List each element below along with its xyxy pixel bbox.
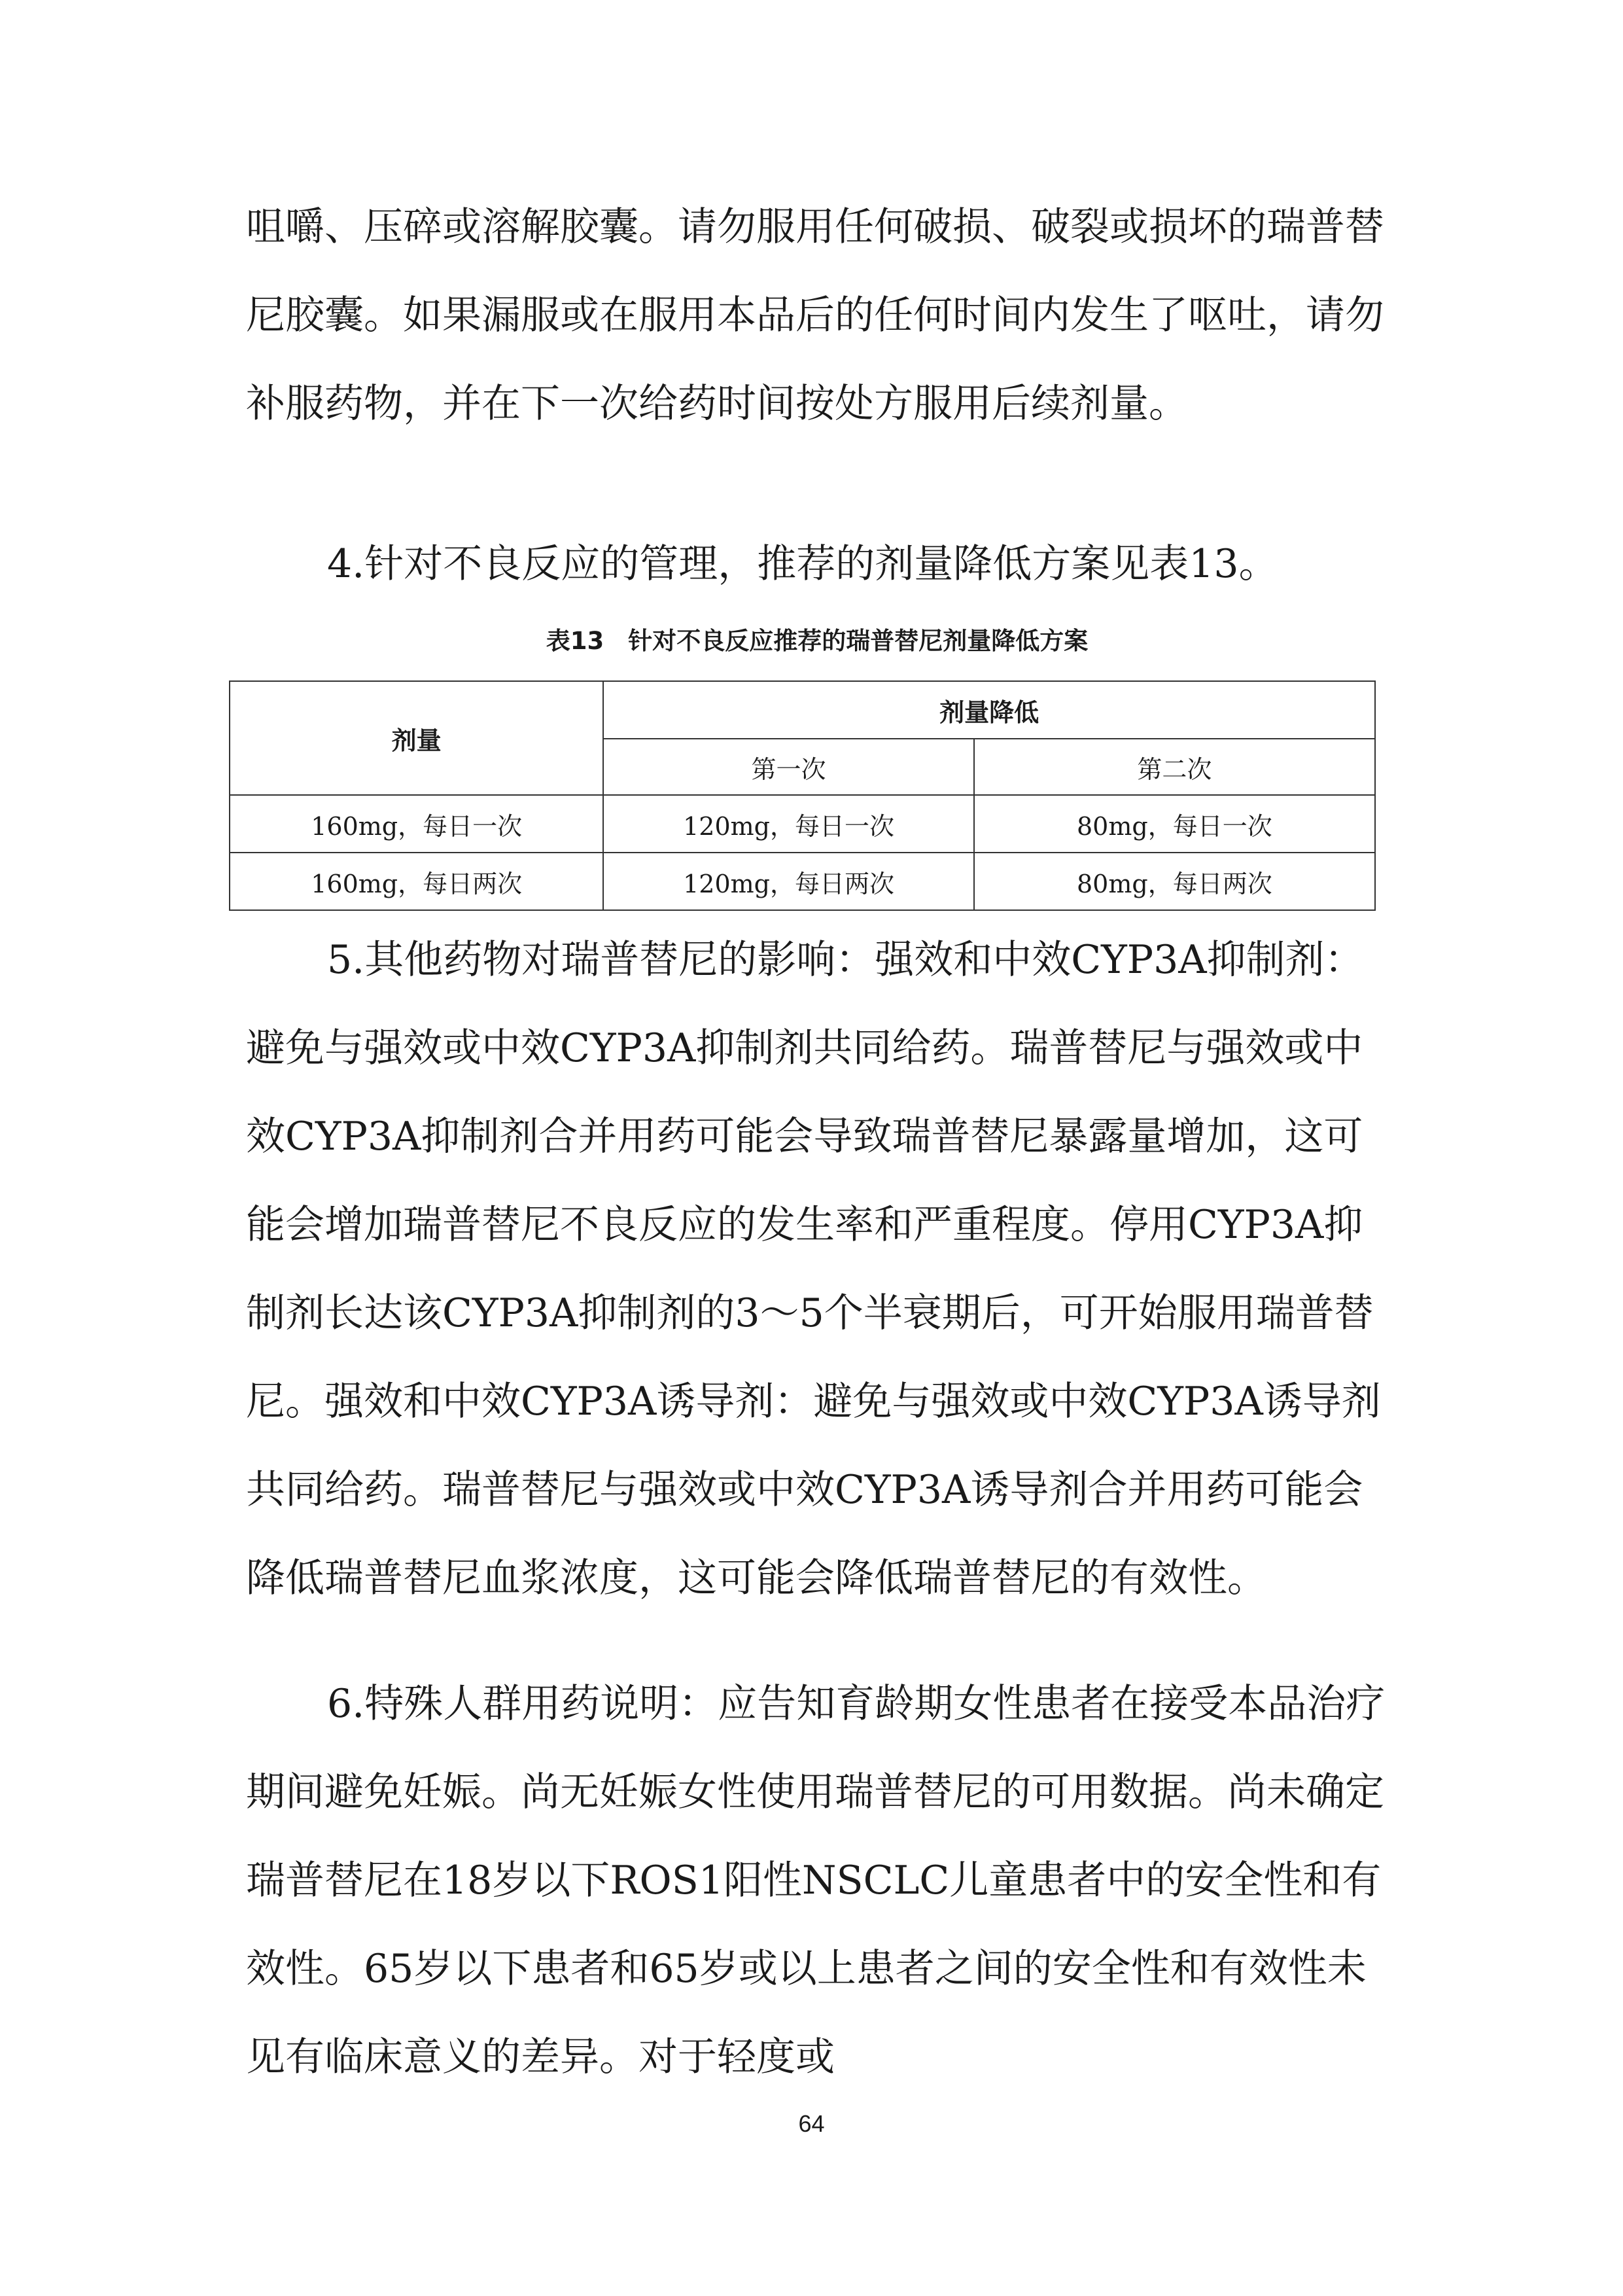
- cell-dose: 160mg，每日一次: [230, 795, 603, 853]
- paragraph-text: 6.特殊人群用药说明：应告知育龄期女性患者在接受本品治疗期间避免妊娠。尚无妊娠女性使用瑞普替尼的可用数据。尚未确定瑞普替尼在18岁以下ROS1阳性NSCLC儿童患者中的安全性和有效性。65岁以下患者和65岁或以上患者之间的安全性和有效性未见有临床意义的差异。对于轻度或: [246, 1681, 1386, 2080]
- cell-first-reduction: 120mg，每日两次: [603, 853, 973, 910]
- cell-first-reduction: 120mg，每日一次: [603, 795, 973, 853]
- table-row: [230, 853, 1375, 910]
- paragraph-item-4: [246, 520, 1388, 609]
- paragraph-text: 4.针对不良反应的管理，推荐的剂量降低方案见表13。: [327, 541, 1278, 587]
- page-number: 64: [798, 2110, 825, 2137]
- paragraph-item-6: [246, 1660, 1388, 2102]
- table-header-row: [230, 681, 1375, 739]
- paragraph-text: 咀嚼、压碎或溶解胶囊。请勿服用任何破损、破裂或损坏的瑞普替尼胶囊。如果漏服或在服用本品后的任何时间内发生了呕吐，请勿补服药物，并在下一次给药时间按处方服用后续剂量。: [246, 204, 1384, 427]
- paragraph-text: 5.其他药物对瑞普替尼的影响：强效和中效CYP3A抑制剂：避免与强效或中效CYP3A抑制剂共同给药。瑞普替尼与强效或中效CYP3A抑制剂合并用药可能会导致瑞普替尼暴露量增加，这可能会增加瑞普替尼不良反应的发生率和严重程度。停用CYP3A抑制剂长达该CYP3A抑制剂的3～5个半衰期后，可开始服用瑞普替尼。强效和中效CYP3A诱导剂：避免与强效或中效CYP3A诱导剂共同给药。瑞普替尼与强效或中效CYP3A诱导剂合并用药可能会降低瑞普替尼血浆浓度，这可能会降低瑞普替尼的有效性。: [246, 937, 1381, 1601]
- cell-second-reduction: 80mg，每日两次: [974, 853, 1375, 910]
- header-dose: 剂量: [230, 681, 603, 795]
- header-dose-reduction: 剂量降低: [603, 681, 1375, 739]
- header-first-reduction: 第一次: [603, 739, 973, 795]
- dose-reduction-table: [229, 680, 1376, 911]
- table-caption: 表13 针对不良反应推荐的瑞普替尼剂量降低方案: [546, 627, 1089, 655]
- paragraph-item-5: [246, 916, 1388, 1623]
- paragraph-continued: [246, 183, 1388, 448]
- header-second-reduction: 第二次: [974, 739, 1375, 795]
- table-row: [230, 795, 1375, 853]
- cell-second-reduction: 80mg，每日一次: [974, 795, 1375, 853]
- cell-dose: 160mg，每日两次: [230, 853, 603, 910]
